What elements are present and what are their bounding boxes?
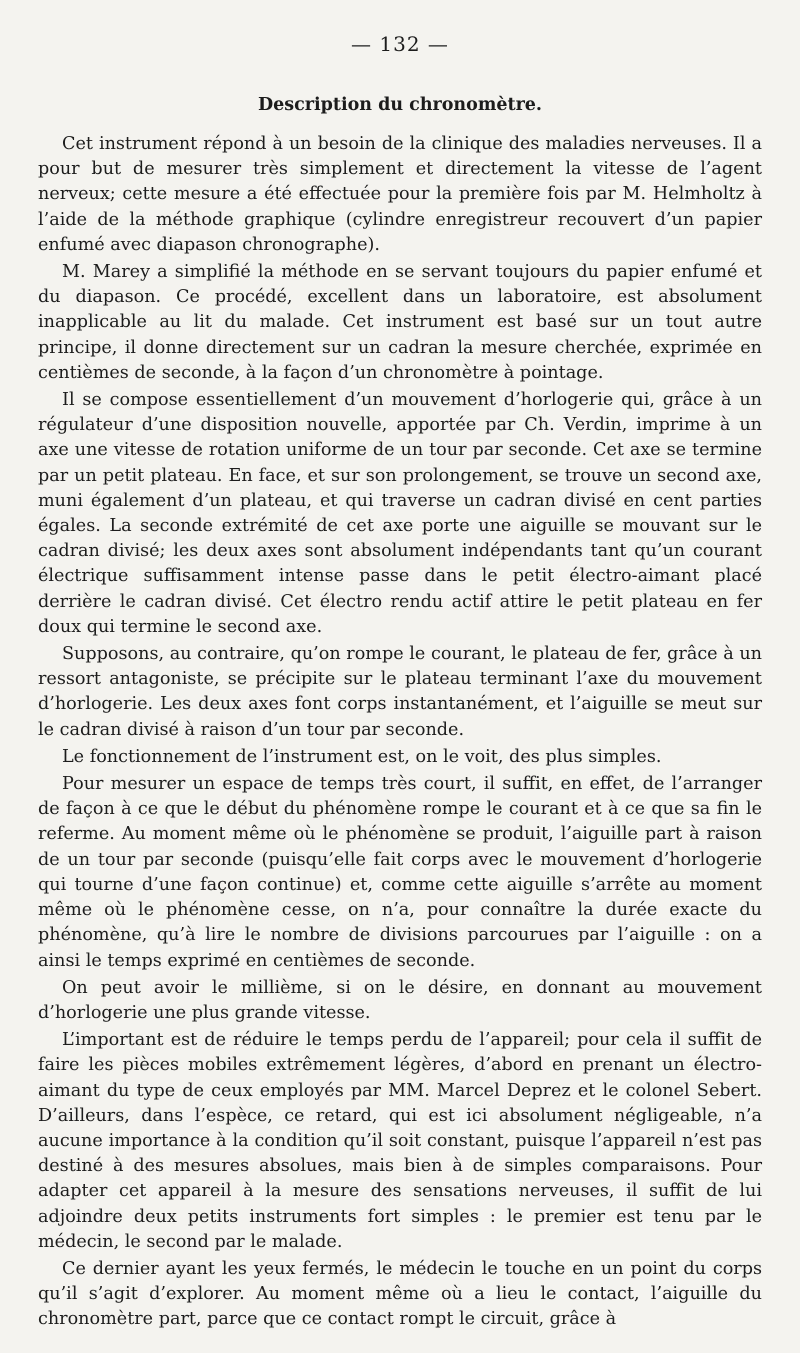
- paragraph: Le fonctionnement de l’instrument est, on le voit, des plus simples.: [62, 746, 662, 767]
- section-title: Description du chronomètre.: [257, 95, 543, 115]
- paragraph: Il se compose essentiellement d’un mouvement d’horlogerie qui, grâce à un régulateur d’une disposition nouvelle, apportée par Ch. Verdin, imprime à un axe une vitesse de rotation uniforme de un tour par seconde. Cet axe se termine par un petit plateau. En face, et sur son prolongement, se trouve un second axe, muni également d’un plateau, et qui traverse un cadran divisé en cent parties égales. La seconde extrémité de cet axe porte une aiguille se mouvant sur le cadran divisé; les deux axes sont absolument indépendants tant qu’un courant électrique suffisamment intense passe dans le petit électro-aimant placé derrière le cadran divisé. Cet électro rendu actif attire le petit plateau en fer doux qui termine le second axe.: [38, 390, 762, 637]
- page-number: — 132 —: [351, 32, 449, 56]
- paragraph: Ce dernier ayant les yeux fermés, le médecin le touche en un point du corps qu’il s’agit d’explorer. Au moment même où a lieu le contact, l’aiguille du chronomètre part, parce que ce contact rompt le circuit, grâce à: [38, 1258, 762, 1330]
- paragraph: Supposons, au contraire, qu’on rompe le courant, le plateau de fer, grâce à un ressort antagoniste, se précipite sur le plateau terminant l’axe du mouvement d’horlogerie. Les deux axes font corps instantanément, et l’aiguille se meut sur le cadran divisé à raison d’un tour par seconde.: [38, 644, 762, 740]
- paragraph: L’important est de réduire le temps perdu de l’appareil; pour cela il suffit de faire les pièces mobiles extrêmement légères, d’abord en prenant un électro-aimant du type de ceux employés par MM. Marcel Deprez et le colonel Sebert. D’ailleurs, dans l’espèce, ce retard, qui est ici absolument négligeable, n’a aucune importance à la condition qu’il soit constant, puisque l’appareil n’est pas destiné à des mesures absolues, mais bien à de simples comparaisons. Pour adapter cet appareil à la mesure des sensations nerveuses, il suffit de lui adjoindre deux petits instruments fort simples : le premier est tenu par le médecin, le second par le malade.: [38, 1030, 762, 1252]
- paragraph: M. Marey a simplifié la méthode en se servant toujours du papier enfumé et du diapason. Ce procédé, excellent dans un laboratoire, est absolument inapplicable au lit du malade. Cet instrument est basé sur un tout autre principe, il donne directement sur un cadran la mesure cherchée, exprimée en centièmes de seconde, à la façon d’un chronomètre à pointage.: [38, 262, 762, 383]
- paragraph: On peut avoir le millième, si on le désire, en donnant au mouvement d’horlogerie une plus grande vitesse.: [38, 977, 762, 1023]
- paragraph: Pour mesurer un espace de temps très court, il suffit, en effet, de l’arranger de façon à ce que le début du phénomène rompe le courant et à ce que sa fin le referme. Au moment même où le phénomène se produit, l’aiguille part à raison de un tour par seconde (puisqu’elle fait corps avec le mouvement d’horlogerie qui tourne d’une façon continue) et, comme cette aiguille s’arrête au moment même où le phénomène cesse, on n’a, pour connaître la durée exacte du phénomène, qu’à lire le nombre de divisions parcourues par l’aiguille : on a ainsi le temps exprimé en centièmes de seconde.: [38, 774, 762, 971]
- paragraph: Cet instrument répond à un besoin de la clinique des maladies nerveuses. Il a pour but de mesurer très simplement et directement la vitesse de l’agent nerveux; cette mesure a été effectuée pour la première fois par M. Helmholtz à l’aide de la méthode graphique (cylindre enregistreur recouvert d’un papier enfumé avec diapason chronographe).: [38, 134, 762, 255]
